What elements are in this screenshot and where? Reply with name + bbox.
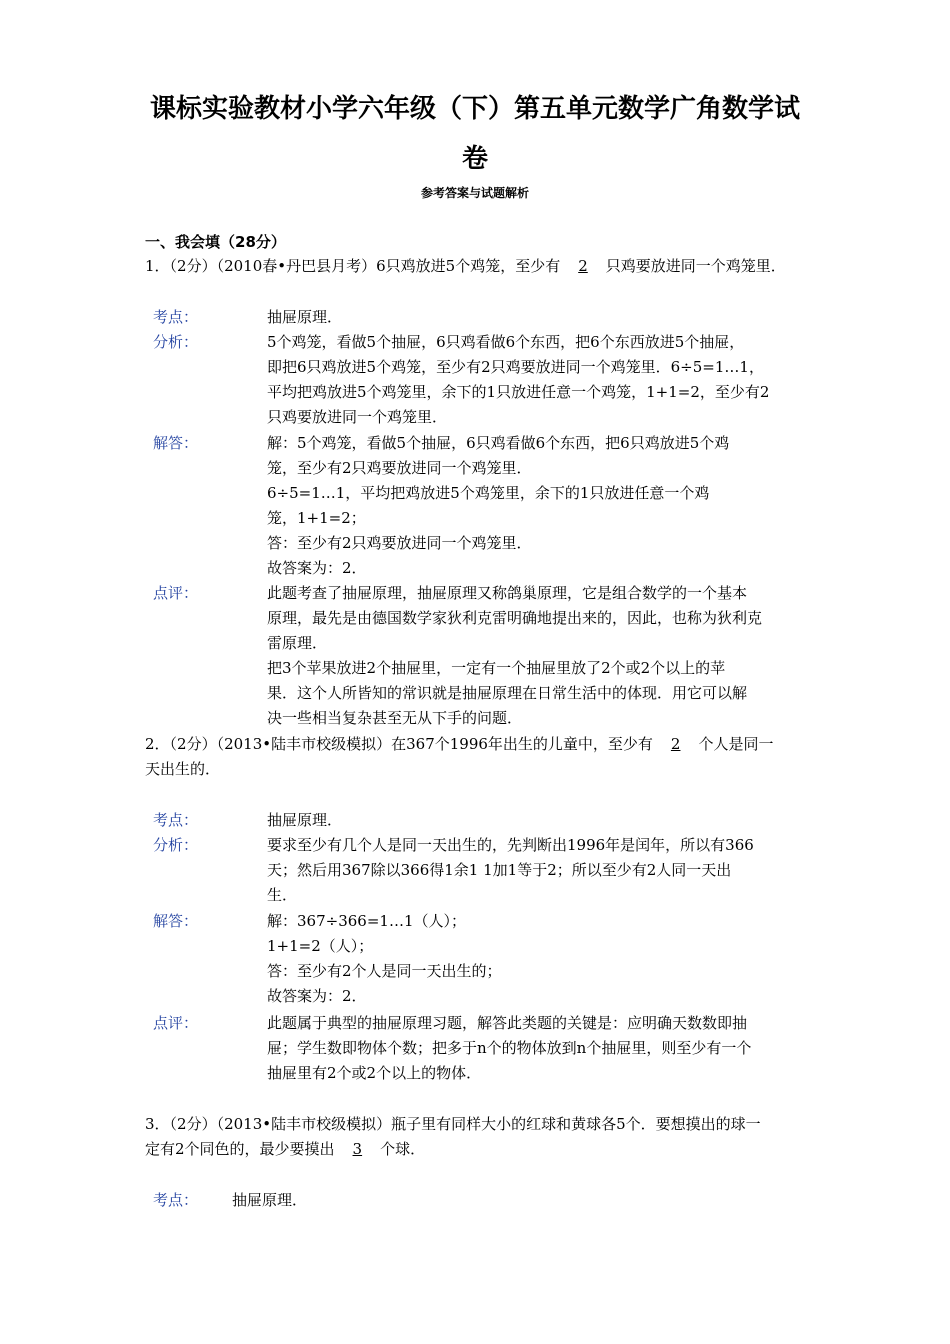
q2-label-jieda: 解答： — [153, 912, 199, 930]
q1-jieda-line: 答：至少有2只鸡要放进同一个鸡笼里． — [267, 534, 532, 552]
q1-fenxi-line: 平均把鸡放进5个鸡笼里，余下的1只放进任意一个鸡笼，1+1=2，至少有2 — [267, 383, 770, 401]
q1-label-jieda: 解答： — [153, 434, 199, 452]
document-subtitle: 参考答案与试题解析 — [420, 186, 529, 200]
q1-dianping-line: 原理，最先是由德国数学家狄利克雷明确地提出来的，因此，也称为狄利克 — [267, 609, 763, 627]
q2-dianping-line: 屉；学生数即物体个数；把多于n个的物体放到n个抽屉里，则至少有一个 — [267, 1039, 752, 1057]
q1-dianping-line: 把3个苹果放进2个抽屉里，一定有一个抽屉里放了2个或2个以上的苹 — [267, 659, 726, 677]
question-2-text-post: 个人是同一 — [698, 735, 774, 753]
q2-label-dianping: 点评： — [153, 1014, 199, 1032]
q2-jieda-line: 故答案为：2． — [267, 987, 367, 1005]
q2-fenxi-line: 要求至少有几个人是同一天出生的，先判断出1996年是闰年，所以有366 — [267, 836, 754, 854]
q2-dianping-line: 此题属于典型的抽屉原理习题，解答此类题的关键是：应明确天数数即抽 — [267, 1014, 748, 1032]
question-3-stem-line2 — [145, 1137, 425, 1162]
q1-kaodian: 抽屉原理． — [267, 308, 343, 326]
q1-jieda-line: 故答案为：2． — [267, 559, 367, 577]
q1-dianping-line: 果．这个人所皆知的常识就是抽屉原理在日常生活中的体现．用它可以解 — [267, 684, 748, 702]
question-3-text-pre: 定有2个同色的，最少要摸出 — [145, 1140, 335, 1158]
q2-label-kaodian: 考点： — [153, 811, 199, 829]
q2-label-fenxi: 分析： — [153, 836, 199, 854]
q2-jieda-line: 1+1=2（人）； — [267, 937, 374, 955]
q1-label-fenxi: 分析： — [153, 333, 199, 351]
question-1-text-post: 只鸡要放进同一个鸡笼里． — [605, 257, 786, 275]
q2-fenxi-line: 天；然后用367除以366得1余1 1加1等于2；所以至少有2人同一天出 — [267, 861, 732, 879]
q2-jieda-line: 答：至少有2个人是同一天出生的； — [267, 962, 502, 980]
document-title-line2: 卷 — [461, 144, 488, 174]
question-2-stem — [145, 732, 773, 757]
q2-jieda-line: 解：367÷366=1…1（人）； — [267, 912, 466, 930]
q2-kaodian: 抽屉原理． — [267, 811, 343, 829]
question-3-answer: 3 — [352, 1140, 363, 1158]
q1-fenxi-line: 只鸡要放进同一个鸡笼里． — [267, 408, 448, 426]
q1-label-kaodian: 考点： — [153, 308, 199, 326]
q3-label-kaodian: 考点： — [153, 1191, 199, 1209]
question-3-text-post: 个球． — [380, 1140, 426, 1158]
question-2-stem-line2: 天出生的． — [145, 760, 221, 778]
question-2-text-pre: 2．（2分）（2013•陆丰市校级模拟）在367个1996年出生的儿童中，至少有 — [145, 735, 653, 753]
q1-jieda-line: 笼，至少有2只鸡要放进同一个鸡笼里． — [267, 459, 532, 477]
q1-dianping-line: 决一些相当复杂甚至无从下手的问题． — [267, 709, 523, 727]
q3-kaodian: 抽屉原理． — [232, 1191, 308, 1209]
q1-dianping-line: 雷原理． — [267, 634, 328, 652]
q1-jieda-line: 解：5个鸡笼，看做5个抽屉，6只鸡看做6个东西，把6只鸡放进5个鸡 — [267, 434, 730, 452]
q2-fenxi-line: 生． — [267, 886, 298, 904]
section-heading: 一、我会填（28分） — [145, 233, 286, 251]
question-3-stem-line1: 3．（2分）（2013•陆丰市校级模拟）瓶子里有同样大小的红球和黄球各5个．要想摸出的球一 — [145, 1115, 761, 1133]
question-1-answer: 2 — [578, 257, 588, 275]
q1-dianping-line: 此题考查了抽屉原理，抽屉原理又称鸽巢原理，它是组合数学的一个基本 — [267, 584, 748, 602]
q1-label-dianping: 点评： — [153, 584, 199, 602]
q1-jieda-line: 6÷5=1…1，平均把鸡放进5个鸡笼里，余下的1只放进任意一个鸡 — [267, 484, 710, 502]
q1-fenxi-line: 5个鸡笼，看做5个抽屉，6只鸡看做6个东西，把6个东西放进5个抽屉， — [267, 333, 745, 351]
question-2-answer: 2 — [670, 735, 681, 753]
question-1-text-pre: 1．（2分）（2010春•丹巴县月考）6只鸡放进5个鸡笼，至少有 — [145, 257, 561, 275]
q2-dianping-line: 抽屉里有2个或2个以上的物体． — [267, 1064, 482, 1082]
document-title-line1: 课标实验教材小学六年级（下）第五单元数学广角数学试 — [149, 94, 800, 124]
q1-jieda-line: 笼，1+1=2； — [267, 509, 366, 527]
question-1-stem — [145, 254, 786, 279]
q1-fenxi-line: 即把6只鸡放进5个鸡笼，至少有2只鸡要放进同一个鸡笼里．6÷5=1…1， — [267, 358, 764, 376]
